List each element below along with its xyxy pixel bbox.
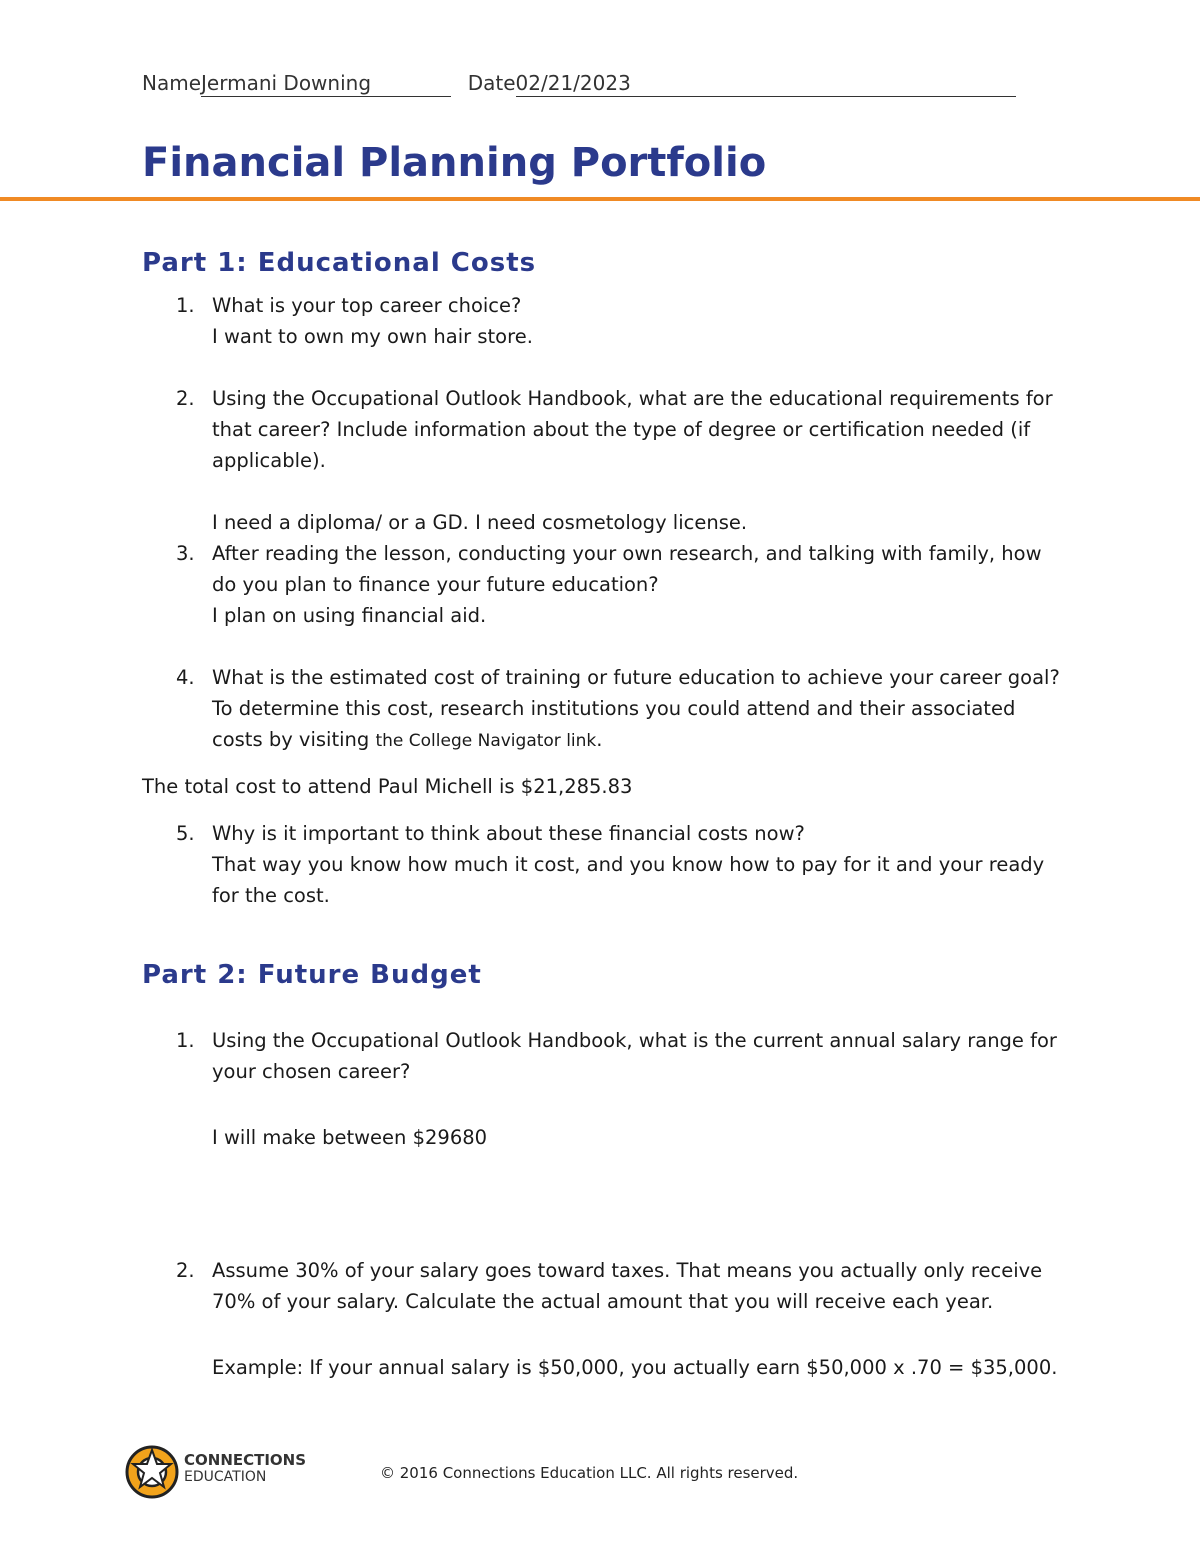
logo-line1: CONNECTIONS [184,1451,307,1469]
item-number: 2. [176,1259,195,1282]
date-field[interactable] [516,70,1016,97]
total-cost-answer[interactable]: The total cost to attend Paul Michell is $21,285.83 [142,775,633,798]
example-text: Example: If your annual salary is $50,000, you actually earn $50,000 x .70 = $35,000. [212,1356,1058,1379]
link-suffix: . [596,728,603,751]
name-field[interactable] [201,70,451,97]
answer-text[interactable]: That way you know how much it cost, and you know how to pay for it and your ready for the cost. [212,853,1045,907]
part2-item-2 [176,1255,1066,1383]
part2-heading: Part 2: Future Budget [142,960,482,990]
item-number: 1. [176,1029,195,1052]
part1-item-3 [176,538,1066,631]
logo-star-icon [124,1442,184,1502]
part1-item-5 [176,818,1066,911]
item-number: 5. [176,822,195,845]
logo-wordmark [184,1452,306,1486]
answer-text[interactable]: I plan on using financial aid. [212,604,487,627]
connections-education-logo [124,1442,324,1502]
question-text: After reading the lesson, conducting your own research, and talking with family, how do you plan to finance your future education? [212,542,1042,596]
part2-item-1 [176,1025,1066,1153]
question-text: Assume 30% of your salary goes toward taxes. That means you actually only receive 70% of your salary. Calculate the actual amount that you will receive each year. [212,1259,1043,1313]
copyright-text: © 2016 Connections Education LLC. All rights reserved. [380,1464,799,1482]
part1-item-2 [176,383,1066,538]
item-number: 2. [176,387,195,410]
date-value: 02/21/2023 [515,71,631,95]
name-value: Jermani Downing [201,71,372,95]
document-title: Financial Planning Portfolio [142,140,767,186]
question-text: What is your top career choice? [212,294,522,317]
question-text: What is the estimated cost of training or future education to achieve your career goal? To determine this cost, research institutions you could attend and their associated costs by visiting [212,666,1060,751]
item-number: 4. [176,666,195,689]
answer-text[interactable]: I need a diploma/ or a GD. I need cosmetology license. [212,511,748,534]
part1-item-1 [176,290,1066,352]
item-number: 1. [176,294,195,317]
logo-line2: EDUCATION [184,1469,267,1485]
item-number: 3. [176,542,195,565]
date-label: Date [467,71,516,95]
question-text: Using the Occupational Outlook Handbook, what is the current annual salary range for your chosen career? [212,1029,1057,1083]
title-divider [0,197,1200,201]
college-navigator-link[interactable]: the College Navigator link [375,731,597,751]
question-text: Using the Occupational Outlook Handbook, what are the educational requirements for that career? Include information about the type of degree or certification needed (if applicable). [212,387,1053,472]
name-date-line [142,70,1062,98]
name-label: Name [142,71,202,95]
part1-heading: Part 1: Educational Costs [142,248,537,278]
answer-text[interactable]: I want to own my own hair store. [212,325,533,348]
part1-item-4 [176,662,1066,757]
question-text: Why is it important to think about these financial costs now? [212,822,805,845]
answer-text[interactable]: I will make between $29680 [212,1126,488,1149]
